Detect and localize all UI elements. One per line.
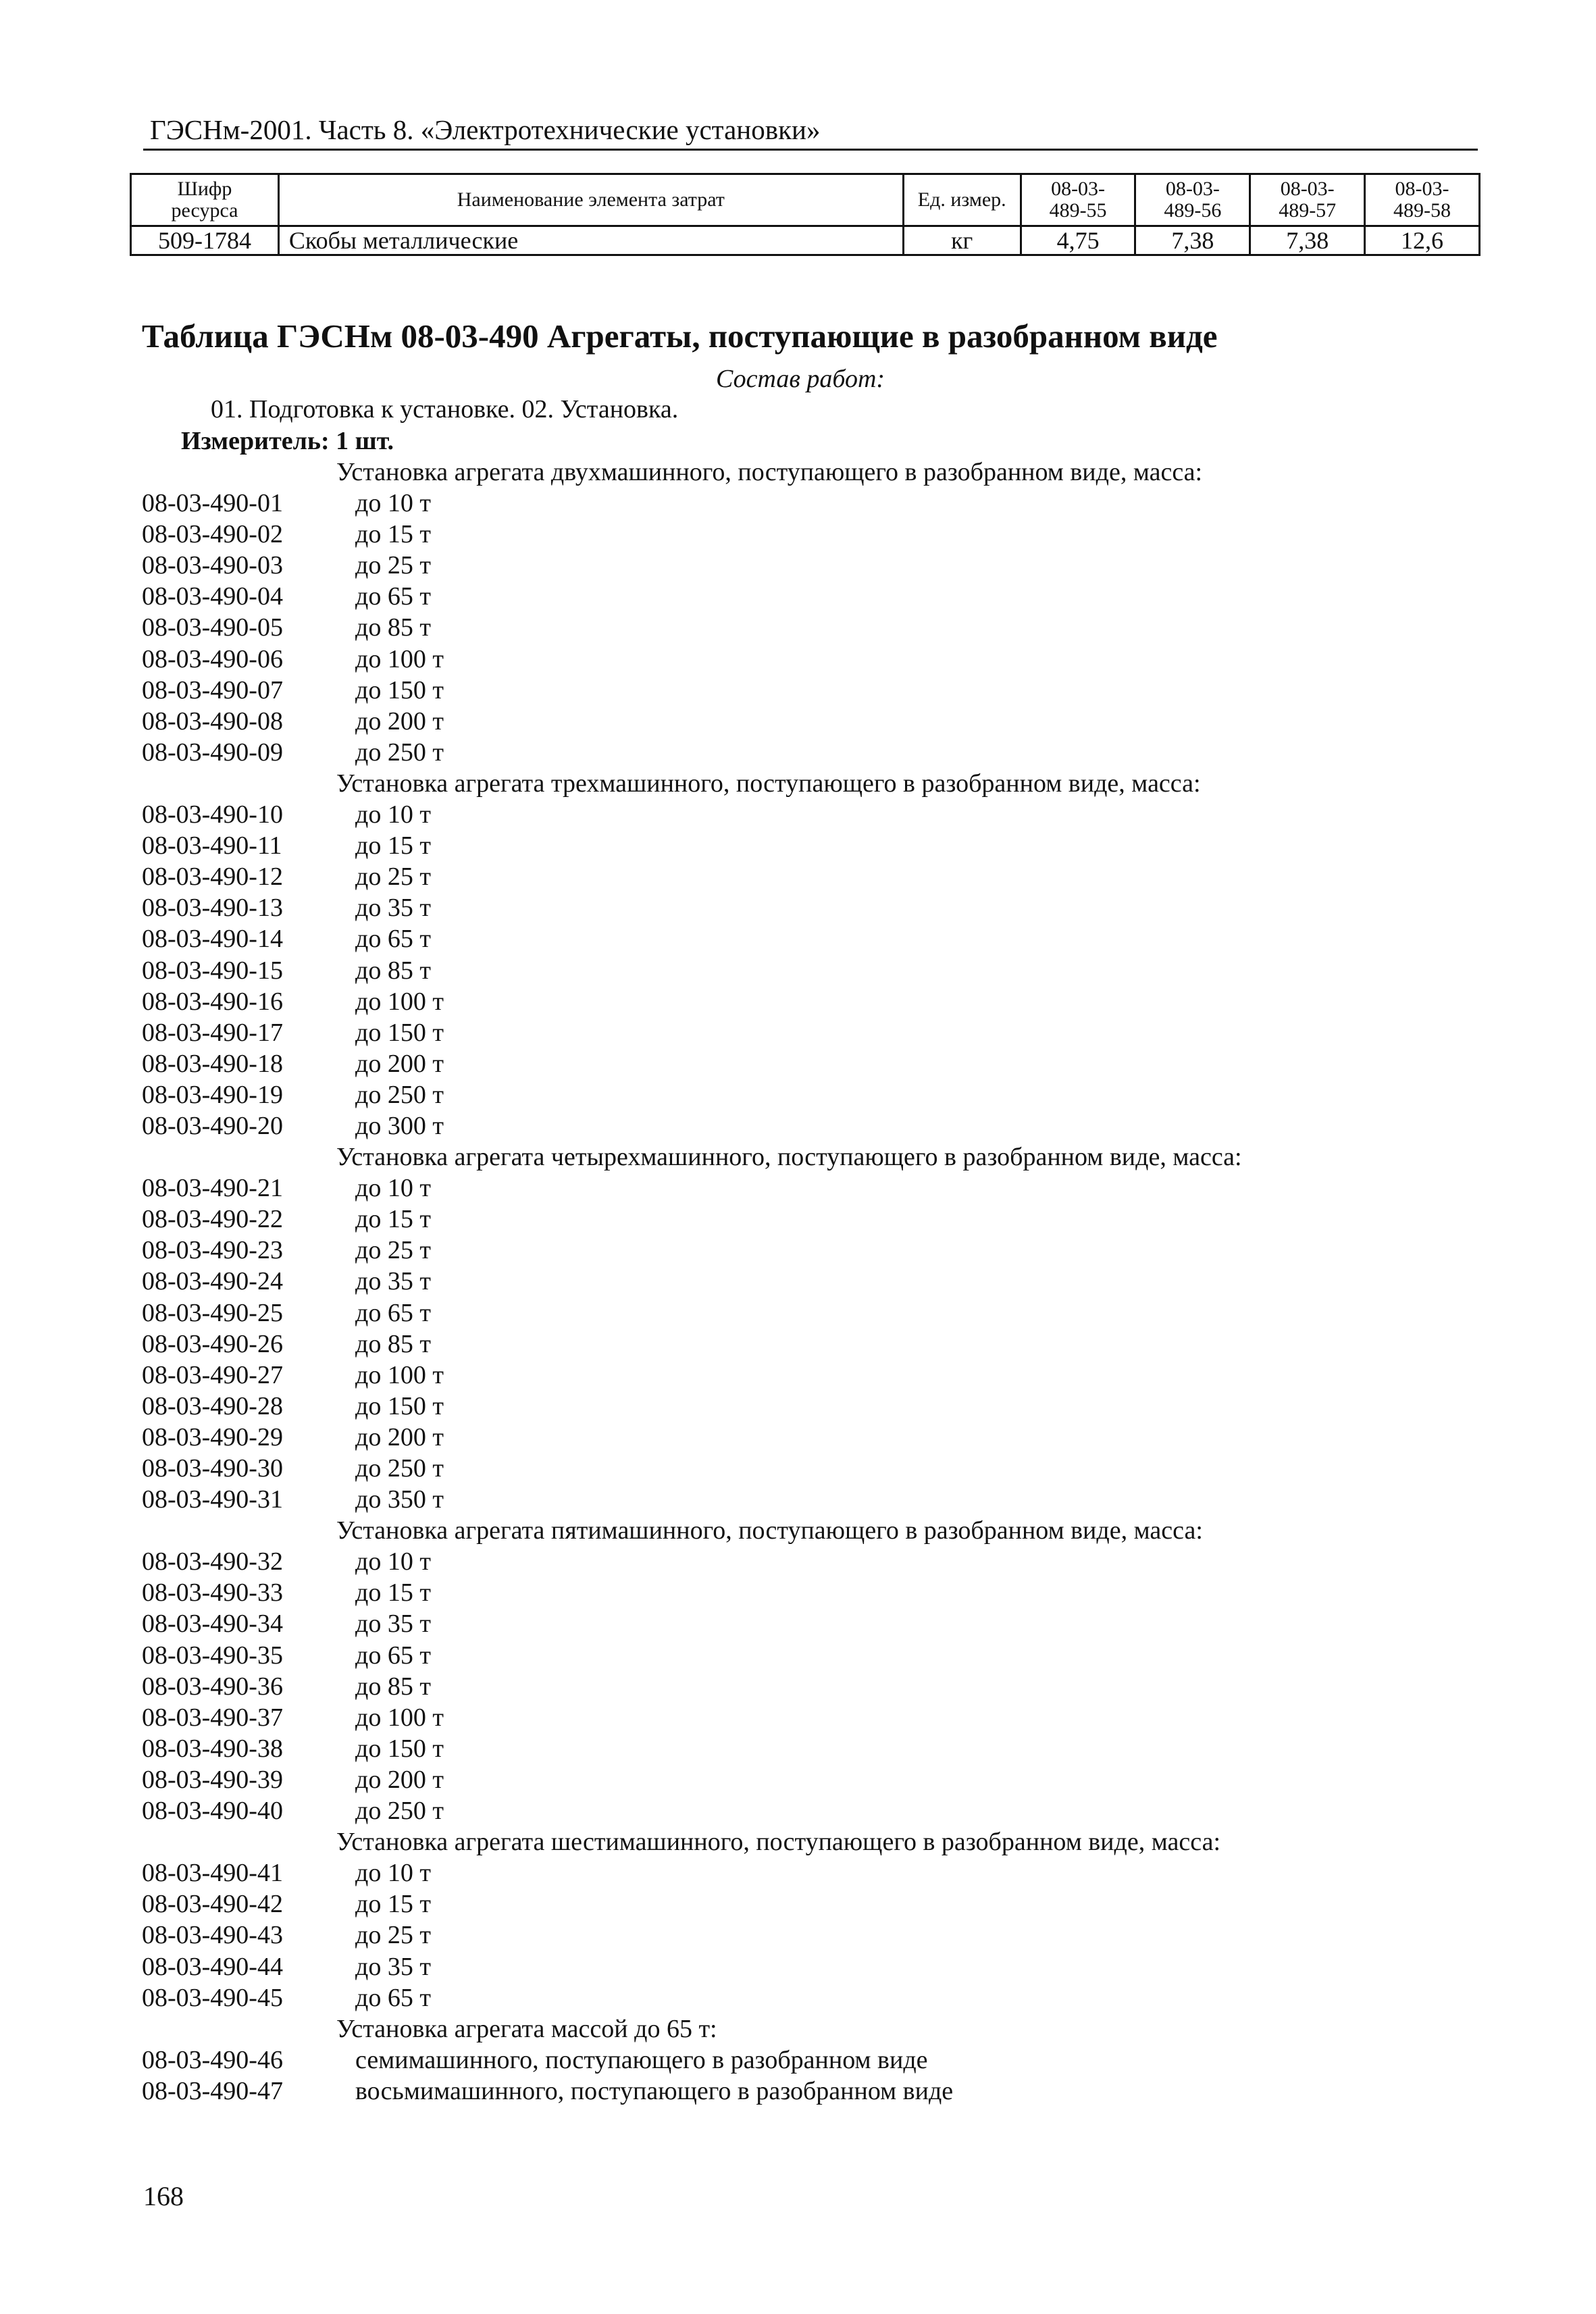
norm-description: семимашинного, поступающего в разобранном виде — [355, 2045, 928, 2074]
list-item — [0, 1951, 1596, 1982]
norm-code: 08-03-490-03 — [142, 551, 283, 580]
norm-description: до 10 т — [355, 1174, 431, 1203]
value-cell: 7,38 — [1135, 226, 1250, 255]
norm-code: 08-03-490-26 — [142, 1329, 283, 1358]
list-item — [0, 1608, 1596, 1639]
list-item — [0, 1795, 1596, 1826]
header-norm-column — [1365, 174, 1480, 226]
resource-name-cell: Скобы металлические — [278, 226, 903, 255]
norm-code: 08-03-490-23 — [142, 1236, 283, 1265]
header-norm-line: 489-58 — [1393, 199, 1451, 222]
group-heading-text: Установка агрегата трехмашинного, поступающего в разобранном виде, масса: — [336, 769, 1201, 798]
norm-description: до 85 т — [355, 613, 431, 642]
list-item — [0, 1391, 1596, 1422]
norm-code: 08-03-490-42 — [142, 1890, 283, 1919]
list-item — [0, 488, 1596, 519]
list-item — [0, 1110, 1596, 1141]
norm-code: 08-03-490-32 — [142, 1547, 283, 1576]
norm-code: 08-03-490-20 — [142, 1111, 283, 1140]
norm-description: до 100 т — [355, 1703, 444, 1732]
norm-code: 08-03-490-46 — [142, 2045, 283, 2074]
list-item — [0, 644, 1596, 675]
norm-code: 08-03-490-25 — [142, 1298, 283, 1327]
norm-code: 08-03-490-40 — [142, 1797, 283, 1826]
norm-description: до 250 т — [355, 1454, 444, 1483]
list-item — [0, 799, 1596, 830]
group-heading-text: Установка агрегата четырехмашинного, поступающего в разобранном виде, масса: — [336, 1143, 1242, 1172]
norm-list — [0, 457, 1596, 2107]
norm-code: 08-03-490-36 — [142, 1672, 283, 1701]
unit-cell: кг — [903, 226, 1021, 255]
resource-table-header-row — [131, 174, 1480, 226]
group-heading-row — [0, 1515, 1596, 1546]
norm-description: до 65 т — [355, 925, 431, 954]
norm-code: 08-03-490-44 — [142, 1952, 283, 1981]
header-norm-column — [1021, 174, 1135, 226]
group-heading-text: Установка агрегата пятимашинного, поступающего в разобранном виде, масса: — [336, 1516, 1203, 1545]
group-heading-text: Установка агрегата массой до 65 т: — [336, 2014, 717, 2043]
norm-code: 08-03-490-28 — [142, 1391, 283, 1420]
resource-table — [130, 173, 1481, 256]
norm-description: до 150 т — [355, 675, 444, 704]
list-item — [0, 1733, 1596, 1764]
work-composition-heading: Состав работ: — [716, 365, 885, 393]
norm-code: 08-03-490-04 — [142, 582, 283, 611]
norm-description: до 100 т — [355, 644, 444, 673]
list-item — [0, 1484, 1596, 1515]
norm-description: до 150 т — [355, 1391, 444, 1420]
norm-description: до 15 т — [355, 831, 431, 860]
norm-description: до 200 т — [355, 1049, 444, 1078]
norm-description: до 65 т — [355, 1641, 431, 1670]
norm-code: 08-03-490-30 — [142, 1454, 283, 1483]
list-item — [0, 861, 1596, 892]
norm-code: 08-03-490-01 — [142, 489, 283, 518]
norm-code: 08-03-490-33 — [142, 1578, 283, 1608]
header-norm-line: 08-03- — [1051, 178, 1106, 200]
measure-unit: Измеритель: 1 шт. — [181, 427, 394, 455]
header-resource-code — [131, 174, 279, 226]
norm-code: 08-03-490-09 — [142, 738, 283, 767]
norm-description: до 200 т — [355, 1422, 444, 1451]
norm-code: 08-03-490-21 — [142, 1174, 283, 1203]
list-item — [0, 1671, 1596, 1702]
list-item — [0, 1857, 1596, 1888]
norm-code: 08-03-490-14 — [142, 925, 283, 954]
list-item — [0, 612, 1596, 643]
list-item — [0, 581, 1596, 612]
norm-description: до 15 т — [355, 1890, 431, 1919]
norm-code: 08-03-490-06 — [142, 644, 283, 673]
norm-description: до 350 т — [355, 1485, 444, 1514]
norm-description: до 15 т — [355, 1205, 431, 1234]
value-cell: 12,6 — [1365, 226, 1480, 255]
list-item — [0, 1577, 1596, 1608]
list-item — [0, 986, 1596, 1017]
norm-description: до 250 т — [355, 1080, 444, 1109]
norm-description: до 65 т — [355, 582, 431, 611]
list-item — [0, 1764, 1596, 1795]
norm-description: до 15 т — [355, 520, 431, 549]
list-item — [0, 1360, 1596, 1391]
work-composition-text: 01. Подготовка к установке. 02. Установка. — [211, 395, 679, 423]
norm-description: до 35 т — [355, 1610, 431, 1639]
list-item — [0, 1422, 1596, 1453]
list-item — [0, 1173, 1596, 1204]
list-item — [0, 830, 1596, 861]
norm-description: до 250 т — [355, 1797, 444, 1826]
norm-description: до 150 т — [355, 1734, 444, 1763]
norm-code: 08-03-490-47 — [142, 2076, 283, 2105]
list-item — [0, 955, 1596, 986]
norm-code: 08-03-490-08 — [142, 706, 283, 736]
norm-code: 08-03-490-02 — [142, 520, 283, 549]
list-item — [0, 892, 1596, 923]
norm-code: 08-03-490-05 — [142, 613, 283, 642]
list-item — [0, 1017, 1596, 1048]
group-heading-row — [0, 1141, 1596, 1173]
resource-code-cell: 509-1784 — [131, 226, 279, 255]
norm-description: до 25 т — [355, 1921, 431, 1950]
norm-description: до 85 т — [355, 956, 431, 985]
header-unit: Ед. измер. — [903, 174, 1021, 226]
header-norm-line: 489-55 — [1049, 199, 1107, 222]
value-cell: 7,38 — [1250, 226, 1365, 255]
list-item — [0, 923, 1596, 954]
norm-description: до 100 т — [355, 987, 444, 1016]
norm-description: до 65 т — [355, 1298, 431, 1327]
norm-code: 08-03-490-15 — [142, 956, 283, 985]
list-item — [0, 1204, 1596, 1235]
group-heading-row — [0, 1826, 1596, 1857]
list-item — [0, 1640, 1596, 1671]
norm-description: до 35 т — [355, 894, 431, 923]
list-item — [0, 1329, 1596, 1360]
list-item — [0, 737, 1596, 768]
norm-code: 08-03-490-18 — [142, 1049, 283, 1078]
norm-code: 08-03-490-13 — [142, 894, 283, 923]
norm-description: до 25 т — [355, 1236, 431, 1265]
norm-description: до 100 т — [355, 1360, 444, 1389]
norm-code: 08-03-490-43 — [142, 1921, 283, 1950]
norm-code: 08-03-490-07 — [142, 675, 283, 704]
header-norm-column — [1250, 174, 1365, 226]
norm-description: до 150 т — [355, 1018, 444, 1047]
table-title: Таблица ГЭСНм 08-03-490 Агрегаты, поступающие в разобранном виде — [142, 317, 1218, 355]
header-cost-element-name: Наименование элемента затрат — [278, 174, 903, 226]
norm-description: до 15 т — [355, 1578, 431, 1608]
norm-code: 08-03-490-27 — [142, 1360, 283, 1389]
header-norm-column — [1135, 174, 1250, 226]
list-item — [0, 1888, 1596, 1920]
norm-code: 08-03-490-29 — [142, 1422, 283, 1451]
header-resource-code-line: Шифр — [177, 178, 232, 200]
list-item — [0, 1235, 1596, 1266]
norm-code: 08-03-490-35 — [142, 1641, 283, 1670]
norm-description: до 85 т — [355, 1672, 431, 1701]
norm-code: 08-03-490-41 — [142, 1859, 283, 1888]
norm-code: 08-03-490-16 — [142, 987, 283, 1016]
norm-code: 08-03-490-12 — [142, 863, 283, 892]
list-item — [0, 1546, 1596, 1577]
norm-code: 08-03-490-45 — [142, 1983, 283, 2012]
header-divider — [143, 149, 1478, 151]
norm-description: до 85 т — [355, 1329, 431, 1358]
norm-description: до 35 т — [355, 1952, 431, 1981]
norm-code: 08-03-490-34 — [142, 1610, 283, 1639]
norm-code: 08-03-490-37 — [142, 1703, 283, 1732]
header-norm-line: 08-03- — [1165, 178, 1220, 200]
norm-code: 08-03-490-31 — [142, 1485, 283, 1514]
list-item — [0, 1048, 1596, 1079]
norm-description: до 200 т — [355, 706, 444, 736]
group-heading-text: Установка агрегата двухмашинного, поступающего в разобранном виде, масса: — [336, 458, 1203, 486]
norm-description: восьмимашинного, поступающего в разобранном виде — [355, 2076, 954, 2105]
norm-description: до 35 т — [355, 1267, 431, 1296]
norm-code: 08-03-490-24 — [142, 1267, 283, 1296]
norm-description: до 10 т — [355, 800, 431, 829]
group-heading-text: Установка агрегата шестимашинного, поступающего в разобранном виде, масса: — [336, 1828, 1220, 1857]
norm-code: 08-03-490-39 — [142, 1765, 283, 1794]
header-resource-code-line: ресурса — [171, 199, 238, 222]
list-item — [0, 519, 1596, 550]
list-item — [0, 1297, 1596, 1329]
norm-description: до 200 т — [355, 1765, 444, 1794]
group-heading-row — [0, 768, 1596, 799]
header-norm-line: 08-03- — [1280, 178, 1335, 200]
norm-description: до 25 т — [355, 863, 431, 892]
norm-description: до 300 т — [355, 1111, 444, 1140]
norm-description: до 10 т — [355, 1859, 431, 1888]
list-item — [0, 1702, 1596, 1733]
norm-code: 08-03-490-38 — [142, 1734, 283, 1763]
norm-description: до 65 т — [355, 1983, 431, 2012]
list-item — [0, 675, 1596, 706]
list-item — [0, 1920, 1596, 1951]
norm-description: до 10 т — [355, 1547, 431, 1576]
norm-code: 08-03-490-10 — [142, 800, 283, 829]
page-number: 168 — [143, 2181, 184, 2211]
value-cell: 4,75 — [1021, 226, 1135, 255]
header-norm-line: 489-57 — [1279, 199, 1337, 222]
list-item — [0, 1453, 1596, 1484]
norm-code: 08-03-490-17 — [142, 1018, 283, 1047]
running-header: ГЭСНм-2001. Часть 8. «Электротехнические установки» — [150, 114, 821, 145]
table-row — [131, 226, 1480, 255]
list-item — [0, 1266, 1596, 1297]
norm-code: 08-03-490-11 — [142, 831, 282, 860]
list-item — [0, 706, 1596, 737]
norm-code: 08-03-490-22 — [142, 1205, 283, 1234]
list-item — [0, 550, 1596, 581]
norm-description: до 10 т — [355, 489, 431, 518]
list-item — [0, 1079, 1596, 1110]
norm-description: до 250 т — [355, 738, 444, 767]
header-norm-line: 08-03- — [1395, 178, 1449, 200]
group-heading-row — [0, 457, 1596, 488]
header-norm-line: 489-56 — [1164, 199, 1222, 222]
list-item — [0, 1982, 1596, 2013]
group-heading-row — [0, 2013, 1596, 2045]
norm-code: 08-03-490-19 — [142, 1080, 283, 1109]
list-item — [0, 2076, 1596, 2107]
norm-description: до 25 т — [355, 551, 431, 580]
list-item — [0, 2045, 1596, 2076]
